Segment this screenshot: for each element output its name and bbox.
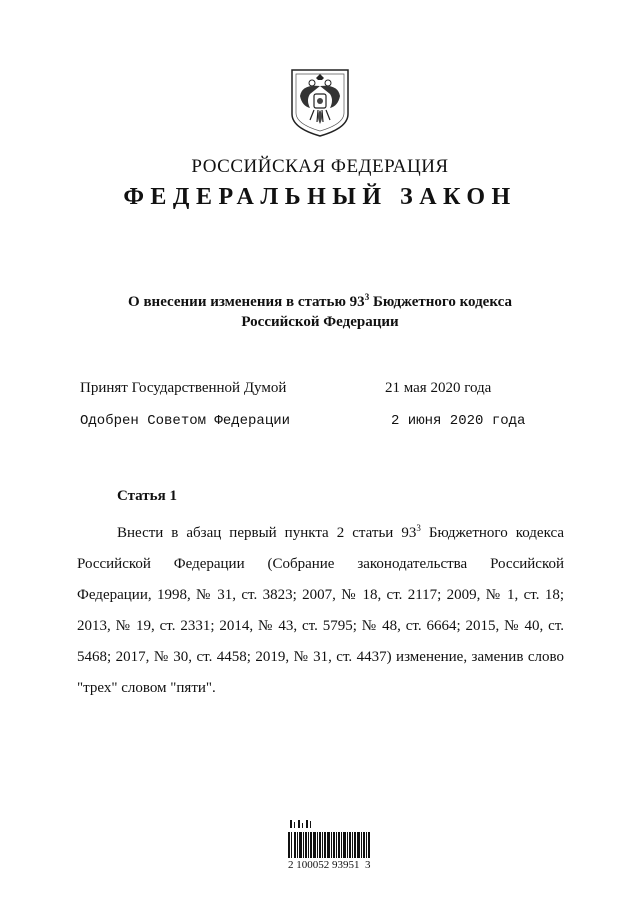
barcode-number: 2 100052 93951 3 — [288, 859, 371, 871]
barcode-icon — [288, 820, 378, 858]
law-title — [0, 287, 640, 332]
law-title-line-2: Российской Федерации — [241, 314, 399, 330]
country-name: РОССИЙСКАЯ ФЕДЕРАЦИЯ — [191, 156, 449, 177]
article-heading: Статья 1 — [117, 488, 177, 504]
document-type: ФЕДЕРАЛЬНЫЙ ЗАКОН — [123, 184, 517, 210]
law-title-line-1: О внесении изменения в статью $93^3$ Бюджетного кодекса — [128, 292, 512, 310]
council-approval-date: 2 июня 2020 года — [391, 413, 526, 429]
duma-adoption-label: Принят Государственной Думой — [80, 380, 287, 396]
article-text: Внести в абзац первый пункта 2 статьи $93^3$ Бюджетного кодекса Российской Федерации (Собрание законодательства Российской Федерации, 1998, № 31, ст. 3823; 2007, № 18, ст. 2117; 2009, № 1, ст. 18; 2013, № 19, ст. 2331; 2014, № 43, ст. 5795; № 48, ст. 6664; 2015, № 40, ст. 5468; 2017, № 30, ст. 4458; 2019, № 31, ст. 4437) изменение, заменив слово "трех" словом "пяти". — [77, 523, 565, 696]
coat-of-arms-icon — [288, 66, 352, 138]
duma-adoption-date: 21 мая 2020 года — [385, 380, 492, 396]
council-approval-label: Одобрен Советом Федерации — [80, 413, 291, 429]
